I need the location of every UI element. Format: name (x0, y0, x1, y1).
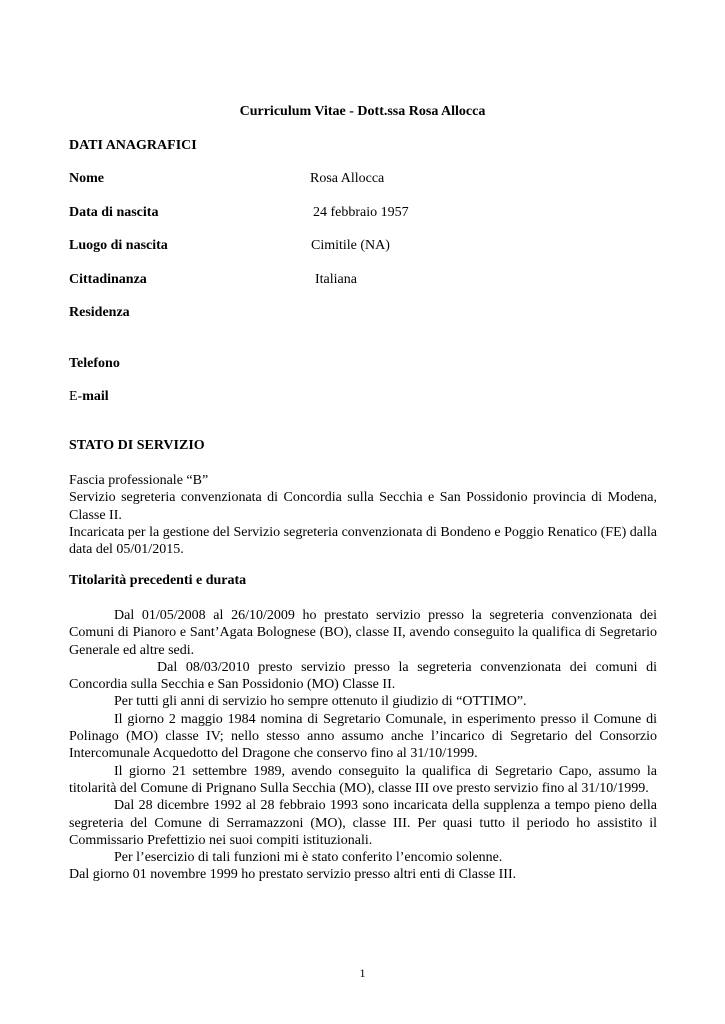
titolarita-paragraph: Per tutti gli anni di servizio ho sempre ottenuto il giudizio di “OTTIMO”. (114, 694, 527, 710)
titolarita-paragraph: Dal 01/05/2008 al 26/10/2009 ho prestato servizio presso la segreteria convenzionata dei Comuni di Pianoro e Sant’Agata Bolognese (BO), classe II, avendo conseguito la qualifica di Segretario Generale ed altre sedi. (69, 608, 657, 658)
stato-servizio-line: Fascia professionale “B” (69, 473, 209, 488)
field-label-cittadinanza: Cittadinanza (69, 272, 147, 287)
document-title: Curriculum Vitae - Dott.ssa Rosa Allocca (239, 104, 486, 119)
titolarita-paragraph: Dal giorno 01 novembre 1999 ho prestato servizio presso altri enti di Classe III. (69, 867, 517, 883)
email-label-prefix: E- (69, 389, 83, 404)
titolarita-paragraph: Il giorno 21 settembre 1989, avendo conseguito la qualifica di Segretario Capo, assumo la titolarità del Comune di Prignano Sulla Secchia (MO), classe III ove presto servizio fino al 31/10/1999. (69, 763, 657, 796)
field-value-nome: Rosa Allocca (310, 171, 385, 186)
field-value-luogo-nascita: Cimitile (NA) (311, 238, 390, 253)
field-label-residenza: Residenza (69, 305, 130, 320)
section-heading-dati-anagrafici: DATI ANAGRAFICI (69, 138, 197, 153)
titolarita-body (69, 607, 657, 884)
field-label-data-nascita: Data di nascita (69, 205, 159, 220)
titolarita-paragraph: Dal 08/03/2010 presto servizio presso la segreteria convenzionata dei comuni di Concordia sulla Secchia e San Possidonio (MO) Classe II. (69, 659, 657, 693)
titolarita-paragraph: Dal 28 dicembre 1992 al 28 febbraio 1993 sono incaricata della supplenza a tempo pieno della segreteria del Comune di Serramazzoni (MO), classe III. Per quasi tutto il periodo ho assistito il Commissario Prefettizio nei suoi compiti istituzionali. (69, 798, 657, 848)
field-label-telefono: Telefono (69, 356, 120, 371)
email-label-suffix: mail (82, 389, 109, 404)
stato-servizio-line: Incaricata per la gestione del Servizio segreteria convenzionata di Bondeno e Poggio Renatico (FE) dalla data del 05/01/2015. (69, 524, 657, 558)
field-label-email (69, 389, 109, 405)
stato-servizio-body (69, 472, 657, 558)
section-heading-stato-servizio: STATO DI SERVIZIO (69, 438, 205, 453)
field-value-cittadinanza: Italiana (315, 272, 357, 287)
field-label-luogo-nascita: Luogo di nascita (69, 238, 168, 253)
field-value-data-nascita: 24 febbraio 1957 (313, 205, 409, 220)
section-heading-titolarita: Titolarità precedenti e durata (69, 573, 247, 588)
field-label-nome: Nome (69, 171, 104, 186)
page-number: 1 (359, 966, 366, 980)
titolarita-paragraph: Il giorno 2 maggio 1984 nomina di Segretario Comunale, in esperimento presso il Comune di Polinago (MO) classe IV; nello stesso anno assumo anche l’incarico di Segretario del Consorzio Intercomunale Acquedotto del Dragone che conservo fino al 31/10/1999. (69, 711, 657, 762)
stato-servizio-line: Servizio segreteria convenzionata di Concordia sulla Secchia e San Possidonio provincia di Modena, Classe II. (69, 490, 657, 523)
titolarita-paragraph: Per l’esercizio di tali funzioni mi è stato conferito l’encomio solenne. (114, 850, 503, 866)
